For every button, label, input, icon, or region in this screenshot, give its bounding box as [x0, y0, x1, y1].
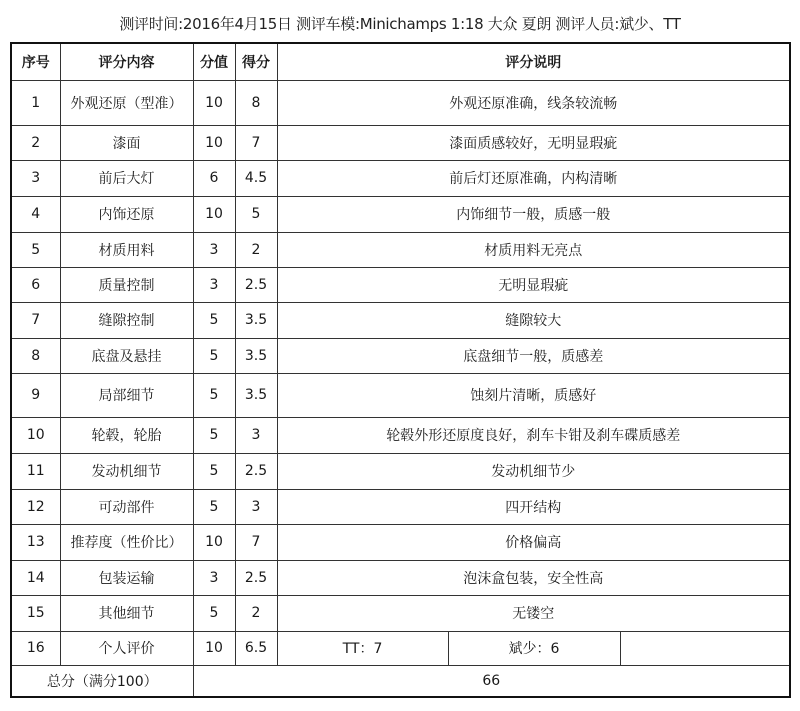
row-score: 6.5: [235, 631, 277, 665]
col-header-number: 序号: [11, 43, 60, 80]
row-max: 3: [193, 267, 235, 302]
row-score: 5: [235, 196, 277, 232]
row-note: 蚀刻片清晰，质感好: [277, 373, 790, 417]
row-number: 13: [11, 524, 60, 560]
row-max: 6: [193, 160, 235, 196]
row-score: 2: [235, 595, 277, 631]
row-max: 10: [193, 125, 235, 160]
table-row: [11, 417, 790, 453]
row-score: 7: [235, 125, 277, 160]
row-score: 7: [235, 524, 277, 560]
personal-ratings-cell: [277, 631, 790, 665]
row-item: 轮毂，轮胎: [60, 417, 193, 453]
table-row: [11, 196, 790, 232]
row-max: 5: [193, 453, 235, 489]
table-row: [11, 302, 790, 338]
row-item: 个人评价: [60, 631, 193, 665]
col-header-score: 得分: [235, 43, 277, 80]
row-max: 3: [193, 560, 235, 595]
total-row: [11, 665, 790, 697]
row-item: 内饰还原: [60, 196, 193, 232]
row-item: 缝隙控制: [60, 302, 193, 338]
row-note: 底盘细节一般，质感差: [277, 338, 790, 373]
total-value: 66: [193, 665, 790, 697]
row-number: 9: [11, 373, 60, 417]
row-note: 泡沫盒包装，安全性高: [277, 560, 790, 595]
row-note: 无明显瑕疵: [277, 267, 790, 302]
total-label: 总分（满分100）: [11, 665, 193, 697]
row-note: 外观还原准确，线条较流畅: [277, 80, 790, 125]
row-note: 轮毂外形还原度良好，刹车卡钳及刹车碟质感差: [277, 417, 790, 453]
row-number: 3: [11, 160, 60, 196]
row-item: 发动机细节: [60, 453, 193, 489]
table-row: [11, 125, 790, 160]
row-number: 2: [11, 125, 60, 160]
score-table: [10, 42, 791, 698]
col-header-item: 评分内容: [60, 43, 193, 80]
row-note: 无镂空: [277, 595, 790, 631]
table-row: [11, 373, 790, 417]
row-number: 7: [11, 302, 60, 338]
table-row: [11, 80, 790, 125]
row-score: 2.5: [235, 267, 277, 302]
table-row: [11, 267, 790, 302]
row-score: 2: [235, 232, 277, 267]
header-row: [11, 43, 790, 80]
row-note: 内饰细节一般，质感一般: [277, 196, 790, 232]
row-max: 5: [193, 302, 235, 338]
row-max: 10: [193, 196, 235, 232]
personal-rating-row: [11, 631, 790, 665]
row-max: 10: [193, 524, 235, 560]
row-number: 12: [11, 489, 60, 524]
table-row: [11, 524, 790, 560]
row-score: 2.5: [235, 560, 277, 595]
table-row: [11, 489, 790, 524]
row-max: 10: [193, 631, 235, 665]
row-max: 5: [193, 338, 235, 373]
row-score: 2.5: [235, 453, 277, 489]
row-max: 5: [193, 489, 235, 524]
row-max: 3: [193, 232, 235, 267]
row-score: 4.5: [235, 160, 277, 196]
row-item: 外观还原（型准）: [60, 80, 193, 125]
row-note: 材质用料无亮点: [277, 232, 790, 267]
col-header-note: 评分说明: [277, 43, 790, 80]
row-number: 16: [11, 631, 60, 665]
row-note: 价格偏高: [277, 524, 790, 560]
row-max: 5: [193, 417, 235, 453]
row-score: 3.5: [235, 302, 277, 338]
row-number: 6: [11, 267, 60, 302]
table-row: [11, 232, 790, 267]
row-number: 4: [11, 196, 60, 232]
row-item: 材质用料: [60, 232, 193, 267]
reviewer-binshao-rating: 斌少：6: [449, 632, 621, 665]
reviewer-tt-rating: TT：7: [278, 632, 449, 665]
row-score: 8: [235, 80, 277, 125]
row-score: 3.5: [235, 338, 277, 373]
col-header-max: 分值: [193, 43, 235, 80]
row-max: 10: [193, 80, 235, 125]
row-note: 发动机细节少: [277, 453, 790, 489]
row-number: 5: [11, 232, 60, 267]
page-title: 测评时间:2016年4月15日 测评车模:Minichamps 1:18 大众 夏朗 测评人员:斌少、TT: [119, 15, 681, 33]
table-row: [11, 453, 790, 489]
row-note: 前后灯还原准确，内构清晰: [277, 160, 790, 196]
row-item: 推荐度（性价比）: [60, 524, 193, 560]
row-item: 可动部件: [60, 489, 193, 524]
row-number: 8: [11, 338, 60, 373]
table-row: [11, 160, 790, 196]
table-row: [11, 338, 790, 373]
row-note: 四开结构: [277, 489, 790, 524]
row-item: 漆面: [60, 125, 193, 160]
row-item: 包装运输: [60, 560, 193, 595]
row-number: 10: [11, 417, 60, 453]
row-score: 3: [235, 417, 277, 453]
table-row: [11, 560, 790, 595]
row-note: 漆面质感较好，无明显瑕疵: [277, 125, 790, 160]
row-item: 其他细节: [60, 595, 193, 631]
table-row: [11, 595, 790, 631]
row-number: 15: [11, 595, 60, 631]
reviewer-empty-cell: [621, 632, 790, 665]
row-score: 3.5: [235, 373, 277, 417]
row-max: 5: [193, 595, 235, 631]
row-score: 3: [235, 489, 277, 524]
row-number: 1: [11, 80, 60, 125]
row-item: 前后大灯: [60, 160, 193, 196]
row-max: 5: [193, 373, 235, 417]
row-item: 局部细节: [60, 373, 193, 417]
row-number: 14: [11, 560, 60, 595]
row-item: 底盘及悬挂: [60, 338, 193, 373]
row-number: 11: [11, 453, 60, 489]
row-item: 质量控制: [60, 267, 193, 302]
row-note: 缝隙较大: [277, 302, 790, 338]
